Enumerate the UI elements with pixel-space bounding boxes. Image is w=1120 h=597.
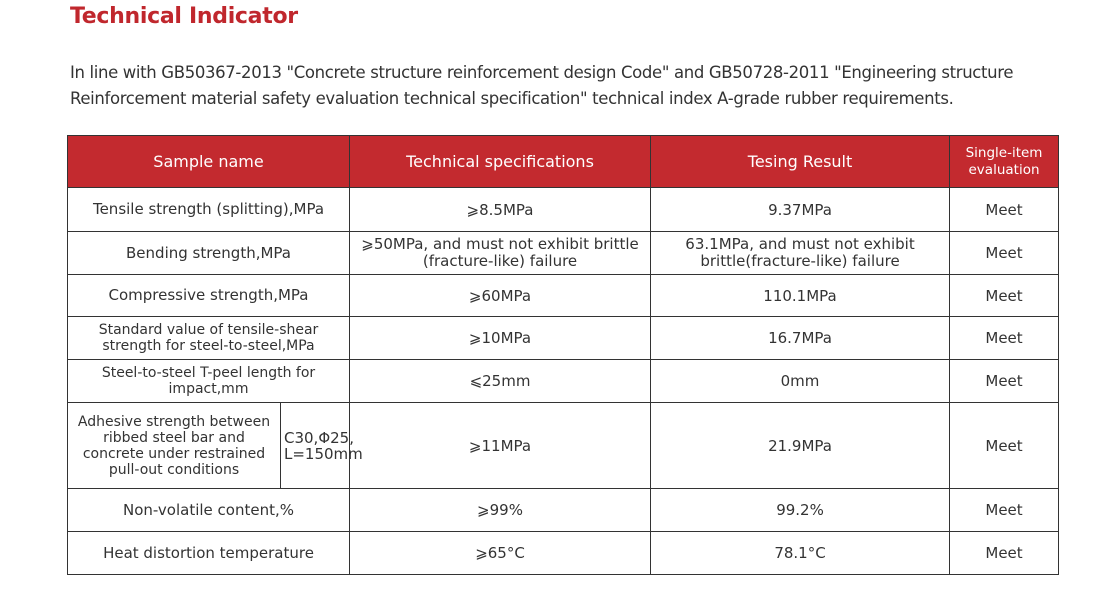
evaluation-cell: Meet	[950, 188, 1059, 232]
sample-name-cell: Bending strength,MPa	[68, 232, 350, 275]
spec-cell: ⩽25mm	[350, 360, 651, 403]
sample-name-cell: Standard value of tensile-shear strength for steel-to-steel,MPa	[68, 317, 350, 360]
result-cell: 63.1MPa, and must not exhibit brittle(fracture-like) failure	[651, 232, 950, 275]
spec-cell: ⩾8.5MPa	[350, 188, 651, 232]
spec-cell: ⩾65°C	[350, 532, 651, 575]
header-single-item-evaluation: Single-item evaluation	[950, 136, 1059, 188]
table-row	[68, 360, 1059, 403]
sample-name-cell: Adhesive strength between ribbed steel bar and concrete under restrained pull-out conditions	[68, 403, 281, 489]
table-row	[68, 532, 1059, 575]
evaluation-cell: Meet	[950, 232, 1059, 275]
table-row	[68, 275, 1059, 317]
sample-name-cell: Tensile strength (splitting),MPa	[68, 188, 350, 232]
result-cell: 110.1MPa	[651, 275, 950, 317]
header-technical-specifications: Technical specifications	[350, 136, 651, 188]
evaluation-cell: Meet	[950, 275, 1059, 317]
spec-cell: ⩾10MPa	[350, 317, 651, 360]
spec-cell: ⩾50MPa, and must not exhibit brittle (fracture-like) failure	[350, 232, 651, 275]
table-row	[68, 317, 1059, 360]
table-row	[68, 403, 1059, 489]
test-condition-cell: C30,Φ25, L=150mm	[281, 403, 350, 489]
result-cell: 9.37MPa	[651, 188, 950, 232]
evaluation-cell: Meet	[950, 403, 1059, 489]
result-cell: 21.9MPa	[651, 403, 950, 489]
table-row	[68, 232, 1059, 275]
page-title: Technical Indicator	[70, 4, 298, 29]
evaluation-cell: Meet	[950, 317, 1059, 360]
header-testing-result: Tesing Result	[651, 136, 950, 188]
spec-cell: ⩾11MPa	[350, 403, 651, 489]
result-cell: 0mm	[651, 360, 950, 403]
table-row	[68, 489, 1059, 532]
intro-paragraph: In line with GB50367-2013 "Concrete structure reinforcement design Code" and GB50728-2011 "Engineering structure Reinforcement material safety evaluation technical specification" technical index A-grade rubber requirements.	[70, 63, 1014, 108]
sample-name-cell: Compressive strength,MPa	[68, 275, 350, 317]
result-cell: 99.2%	[651, 489, 950, 532]
header-sample-name: Sample name	[68, 136, 350, 188]
table-header-row	[68, 136, 1059, 188]
sample-name-cell: Steel-to-steel T-peel length for impact,mm	[68, 360, 350, 403]
result-cell: 78.1°C	[651, 532, 950, 575]
spec-cell: ⩾60MPa	[350, 275, 651, 317]
sample-name-cell: Non-volatile content,%	[68, 489, 350, 532]
spec-cell: ⩾99%	[350, 489, 651, 532]
evaluation-cell: Meet	[950, 489, 1059, 532]
technical-indicator-table	[67, 135, 1059, 575]
evaluation-cell: Meet	[950, 532, 1059, 575]
sample-name-cell: Heat distortion temperature	[68, 532, 350, 575]
result-cell: 16.7MPa	[651, 317, 950, 360]
table-row	[68, 188, 1059, 232]
evaluation-cell: Meet	[950, 360, 1059, 403]
